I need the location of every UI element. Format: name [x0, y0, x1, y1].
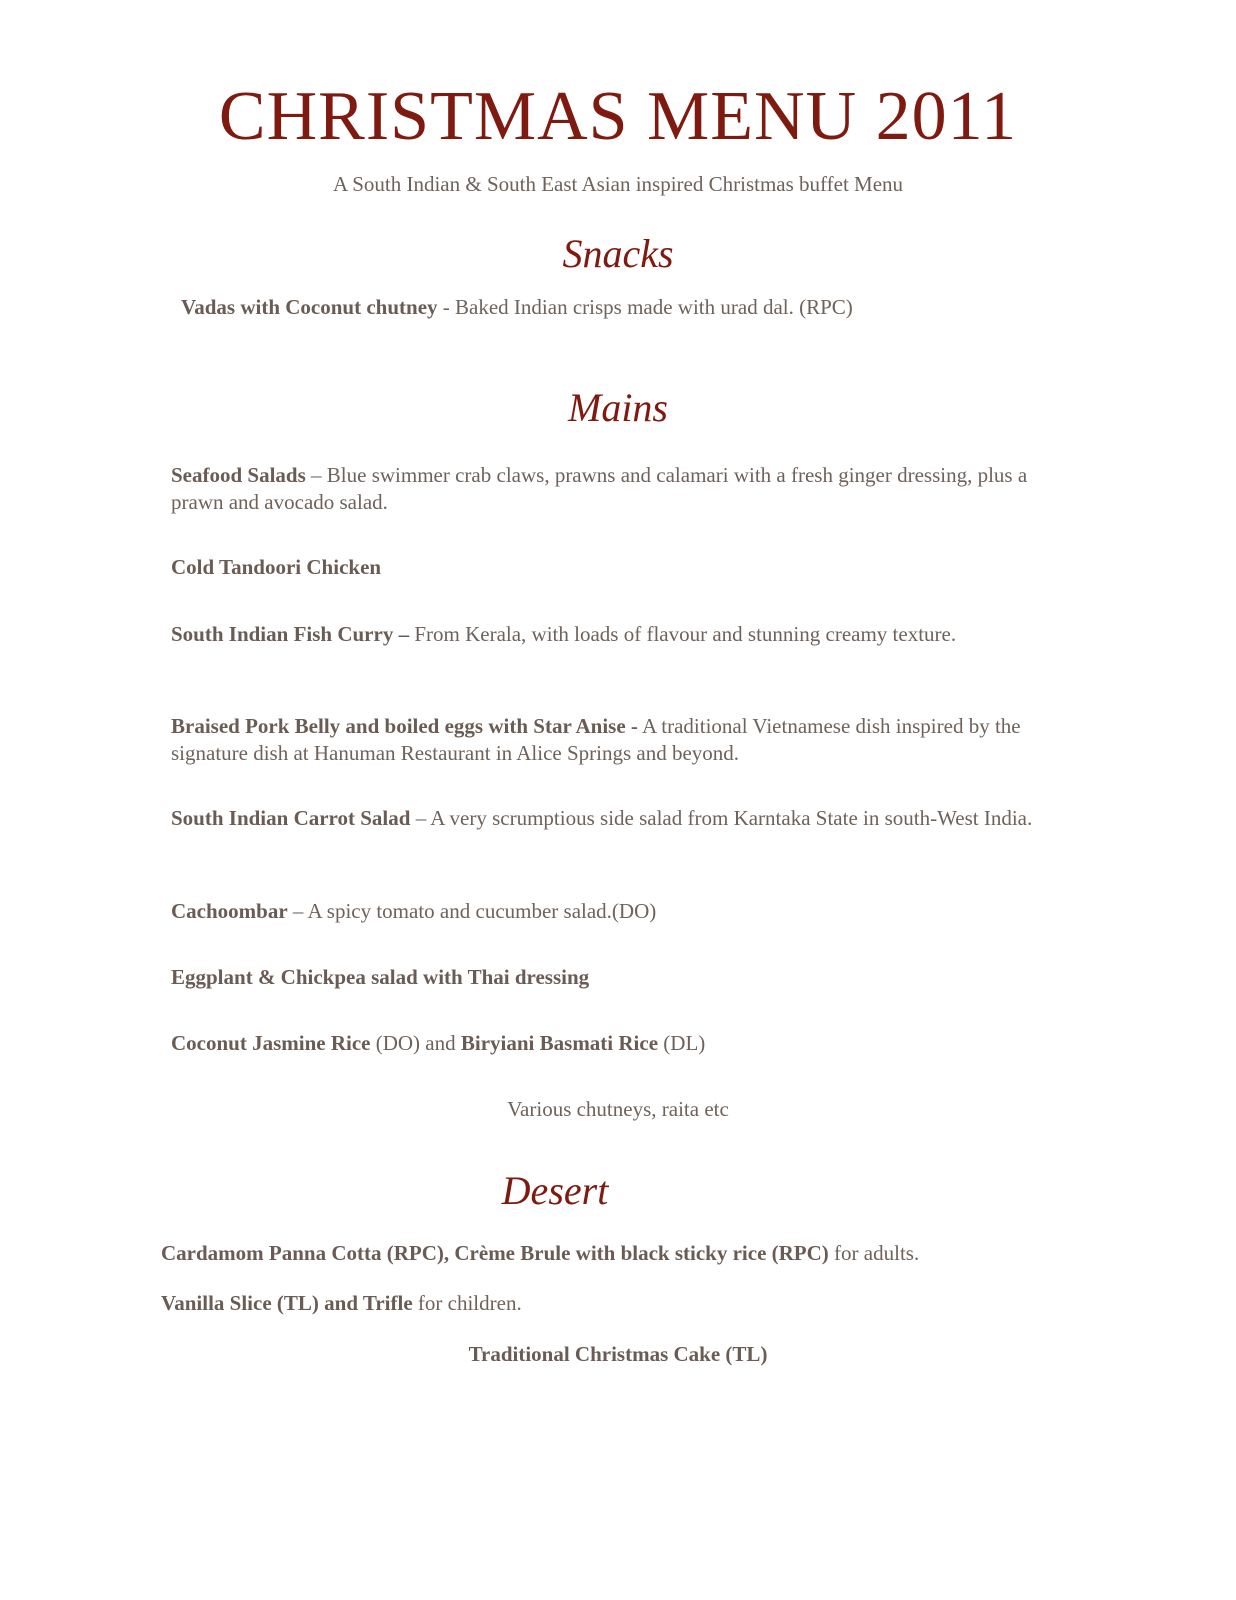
menu-item-description: – A spicy tomato and cucumber salad.(DO): [287, 899, 657, 923]
menu-item-eggplant-chickpea-salad: [171, 964, 1061, 991]
section-heading-mains: Mains: [568, 385, 668, 430]
menu-item-extras: Various chutneys, raita etc: [507, 1097, 729, 1121]
menu-item-description: for children.: [412, 1291, 522, 1315]
menu-item-description: - Baked Indian crisps made with urad dal. (RPC): [437, 295, 853, 319]
menu-item-vadas: [181, 294, 853, 321]
menu-item-name: Traditional Christmas Cake (TL): [468, 1342, 768, 1366]
menu-item-description: for adults.: [828, 1241, 920, 1265]
page-subtitle: A South Indian & South East Asian inspired Christmas buffet Menu: [332, 172, 904, 196]
menu-item-name: Coconut Jasmine Rice: [171, 1031, 371, 1055]
menu-item-name: South Indian Fish Curry –: [171, 622, 410, 646]
menu-item-panna-cotta-creme-brule: [161, 1240, 919, 1267]
menu-item-name: Cardamom Panna Cotta (RPC), Crème Brule with black sticky rice (RPC): [161, 1241, 829, 1265]
menu-item-cachoombar: [171, 898, 1061, 925]
menu-item-rice: [171, 1030, 1061, 1057]
menu-item-seafood-salads: [171, 462, 1061, 516]
menu-item-name: Braised Pork Belly and boiled eggs with Star Anise -: [171, 714, 638, 738]
menu-item-name: Seafood Salads: [171, 463, 306, 487]
menu-item-name: Eggplant & Chickpea salad with Thai dressing: [171, 965, 590, 989]
menu-item-christmas-cake: [0, 1341, 1236, 1368]
menu-item-cold-tandoori-chicken: [171, 554, 1061, 581]
menu-item-tag: (DL): [658, 1031, 706, 1055]
menu-item-name: Cold Tandoori Chicken: [171, 555, 382, 579]
menu-item-vanilla-slice-trifle: [161, 1290, 522, 1317]
menu-item-braised-pork-belly: [171, 713, 1061, 767]
menu-item-name: Cachoombar: [171, 899, 288, 923]
section-heading-desert: Desert: [501, 1168, 609, 1213]
menu-item-description: From Kerala, with loads of flavour and stunning creamy texture.: [409, 622, 957, 646]
section-heading-snacks: Snacks: [562, 231, 674, 276]
menu-item-name: Vanilla Slice (TL) and Trifle: [161, 1291, 413, 1315]
menu-item-description: – Blue swimmer crab claws, prawns and calamari with a fresh ginger dressing, plus a prawn and avocado salad.: [171, 463, 1028, 514]
menu-item-name: South Indian Carrot Salad: [171, 806, 411, 830]
menu-item-fish-curry: [171, 621, 1061, 648]
menu-item-description: – A very scrumptious side salad from Karntaka State in south-West India.: [410, 806, 1033, 830]
menu-item-description: A traditional Vietnamese dish inspired by the signature dish at Hanuman Restaurant in Alice Springs and beyond.: [171, 714, 1021, 765]
menu-item-carrot-salad: [171, 805, 1061, 832]
menu-item-tag: (DO) and: [370, 1031, 461, 1055]
menu-item-name: Biryiani Basmati Rice: [460, 1031, 659, 1055]
menu-item-name: Vadas with Coconut chutney: [181, 295, 438, 319]
page-title: CHRISTMAS MENU 2011: [218, 78, 1018, 155]
